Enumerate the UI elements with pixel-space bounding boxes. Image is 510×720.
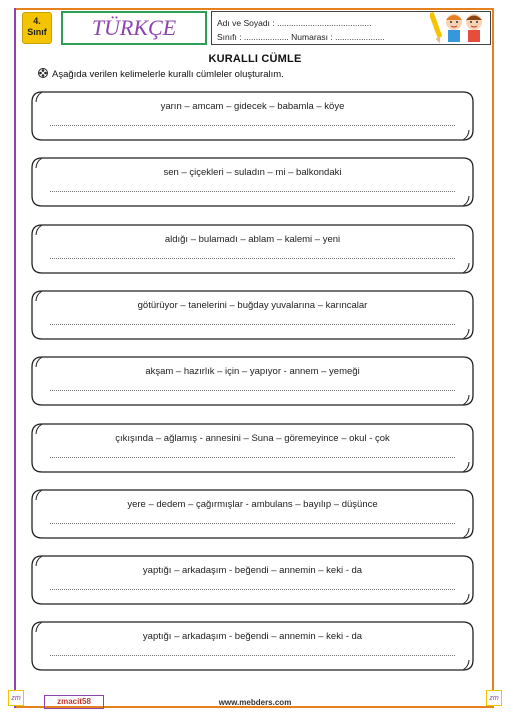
scroll-frame — [30, 223, 475, 275]
page-title: KURALLI CÜMLE — [208, 53, 302, 65]
word-list: yaptığı – arkadaşım - beğendi – annemin – keki - da — [142, 631, 363, 643]
instruction-text: Aşağıda verilen kelimelerle kurallı cümleler oluşturalım. — [52, 69, 284, 80]
sentence-card — [30, 289, 475, 341]
scroll-frame — [30, 422, 475, 474]
answer-line[interactable] — [50, 191, 455, 192]
answer-line[interactable] — [50, 125, 455, 126]
grade-number: 4. — [33, 16, 41, 26]
scroll-frame — [30, 488, 475, 540]
word-list: yaptığı – arkadaşım - beğendi – annemin – keki - da — [142, 565, 363, 577]
word-list: akşam – hazırlık – için – yapıyor - annem – yemeği — [145, 366, 360, 378]
sentence-card — [30, 355, 475, 407]
sentence-card — [30, 156, 475, 208]
page-frame-left-accent — [14, 8, 16, 708]
scroll-frame — [30, 620, 475, 672]
flower-bullet-icon — [38, 68, 48, 78]
answer-line[interactable] — [50, 589, 455, 590]
author-code: zmacit58 — [44, 695, 104, 709]
sentence-card — [30, 90, 475, 142]
name-field[interactable]: Adı ve Soyadı : ........................................ — [217, 18, 372, 28]
word-list: götürüyor – tanelerini – buğday yuvalarına – karıncalar — [137, 299, 368, 311]
class-number-field[interactable]: Sınıfı : ................... Numarası : ..................... — [217, 32, 385, 42]
grade-label: Sınıf — [27, 27, 47, 37]
answer-line[interactable] — [50, 390, 455, 391]
answer-line[interactable] — [50, 655, 455, 656]
sentence-card — [30, 554, 475, 606]
sentence-card — [30, 620, 475, 672]
children-pencil-illustration — [430, 8, 488, 44]
answer-line[interactable] — [50, 457, 455, 458]
word-list: aldığı – bulamadı – ablam – kalemi – yeni — [164, 233, 341, 245]
subject-title: TÜRKÇE — [61, 11, 207, 45]
answer-line[interactable] — [50, 324, 455, 325]
scroll-frame — [30, 355, 475, 407]
grade-badge — [22, 12, 52, 44]
sentence-card — [30, 223, 475, 275]
word-list: yarın – amcam – gidecek – babamla – köye — [160, 101, 345, 112]
site-url[interactable]: www.mebders.com — [218, 698, 292, 707]
sentence-card — [30, 422, 475, 474]
answer-line[interactable] — [50, 523, 455, 524]
word-list: çıkışında – ağlamış - annesini – Suna – göremeyince – okul - çok — [115, 432, 390, 444]
scroll-frame — [30, 90, 475, 142]
scroll-frame — [30, 156, 475, 208]
corner-logo-left: zm — [8, 690, 24, 706]
sentence-card — [30, 488, 475, 540]
scroll-frame — [30, 554, 475, 606]
answer-line[interactable] — [50, 258, 455, 259]
word-list: yere – dedem – çağırmışlar - ambulans – bayılıp – düşünce — [127, 498, 378, 510]
word-list: sen – çiçekleri – suladın – mi – balkondaki — [163, 167, 342, 179]
corner-logo-right: zm — [486, 690, 502, 706]
scroll-frame — [30, 289, 475, 341]
